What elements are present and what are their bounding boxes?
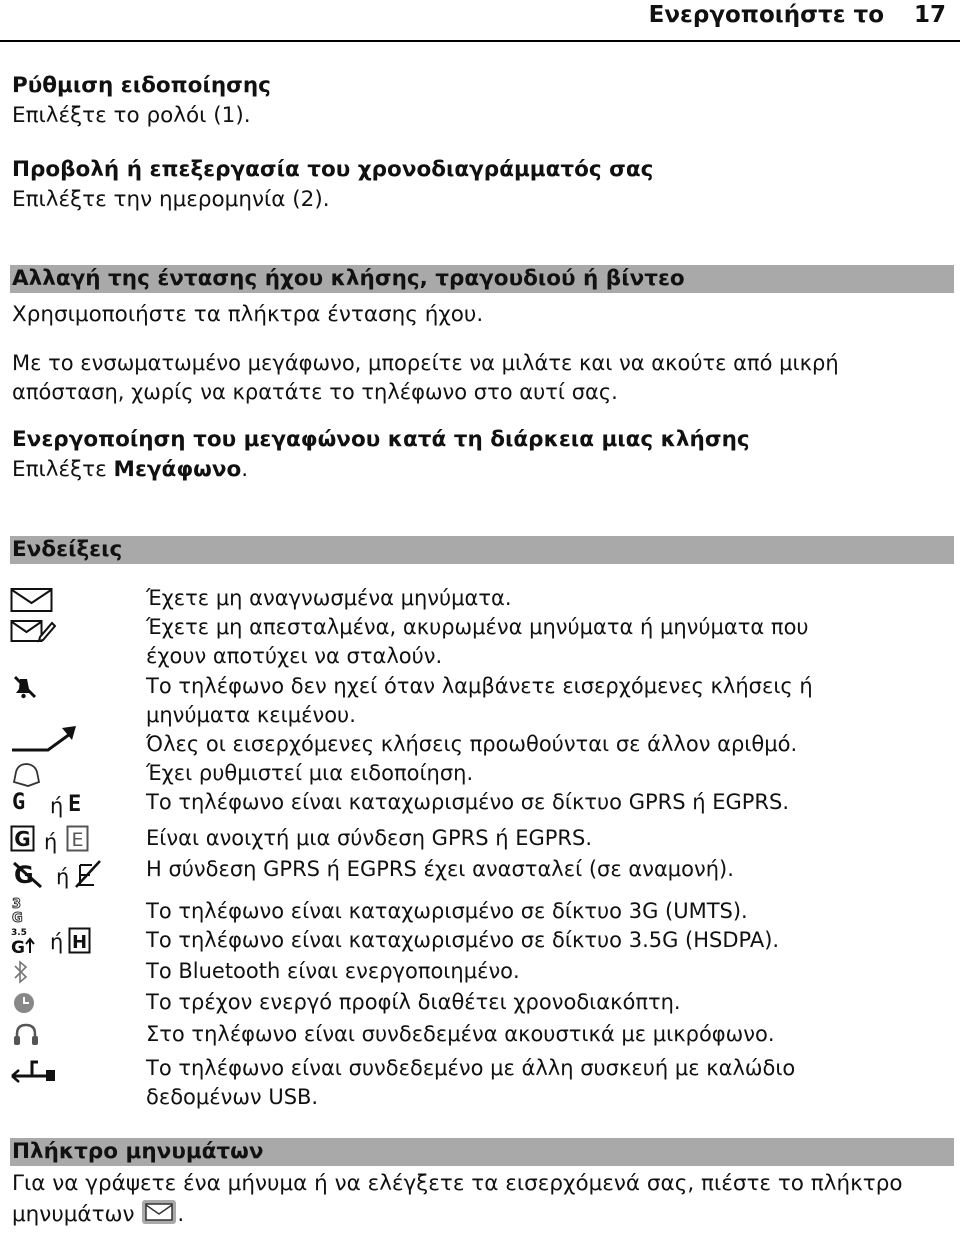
indicator-text: Είναι ανοιχτή μια σύνδεση GPRS ή EGPRS. <box>146 826 593 850</box>
speaker-text-prefix: Επιλέξτε <box>12 457 114 482</box>
svg-text:G: G <box>12 911 23 925</box>
hsdpa-h-icon <box>68 927 92 955</box>
indicator-text: Στο τηλέφωνο είναι συνδεδεμένα ακουστικά με μικρόφωνο. <box>146 1022 775 1046</box>
indicator-text: Το τηλέφωνο είναι καταχωρισμένο σε δίκτυο 3.5G (HSDPA). <box>146 928 780 952</box>
calendar-title: Προβολή ή επεξεργασία του χρονοδιαγράμματός σας <box>12 157 654 182</box>
speaker-text <box>12 455 950 485</box>
page-number: 17 <box>913 2 946 28</box>
message-key-text-body: Για να γράψετε ένα μήνυμα ή να ελέγξετε τα εισερχόμενά σας, πιέστε το πλήκτρο μηνυμάτων <box>12 1171 903 1227</box>
gprs-egprs-suspended-icon <box>10 857 44 891</box>
indicator-text: Το Bluetooth είναι ενεργοποιημένο. <box>146 959 520 983</box>
calendar-text: Επιλέξτε την ημερομηνία (2). <box>12 187 330 212</box>
egprs-active-icon <box>66 825 90 853</box>
indicator-text: Το τρέχον ενεργό προφίλ διαθέτει χρονοδιακόπτη. <box>146 990 681 1014</box>
message-key-text <box>12 1169 942 1234</box>
indicator-text: Το τηλέφωνο είναι καταχωρισμένο σε δίκτυο GPRS ή EGPRS. <box>146 790 790 814</box>
indicator-text: Όλες οι εισερχόμενες κλήσεις προωθούνται σε άλλον αριθμό. <box>146 732 798 756</box>
speaker-text-suffix: . <box>241 457 249 482</box>
silent-bell-icon <box>12 674 38 700</box>
alarm-section <box>12 71 950 131</box>
speaker-option: Μεγάφωνο <box>113 457 242 482</box>
message-key-envelope-icon <box>141 1199 177 1234</box>
usb-icon <box>10 1056 56 1084</box>
indicator-text: Το τηλέφωνο είναι καταχωρισμένο σε δίκτυο 3G (UMTS). <box>146 899 748 923</box>
volume-text: Χρησιμοποιήστε τα πλήκτρα έντασης ήχου. <box>12 302 484 327</box>
page-header <box>0 0 960 42</box>
or-label: ή <box>50 930 64 954</box>
message-key-text-end: . <box>177 1202 185 1227</box>
svg-text:H: H <box>71 932 88 953</box>
call-forward-arrow-icon <box>10 724 80 758</box>
calendar-section <box>12 155 950 215</box>
alarm-text: Επιλέξτε το ρολόι (1). <box>12 103 251 128</box>
svg-text:G: G <box>14 861 34 889</box>
3g-icon <box>10 895 30 925</box>
gprs-egprs-icon: G <box>12 790 26 815</box>
speaker-title: Ενεργοποίηση του μεγαφώνου κατά τη διάρκεια μιας κλήσης <box>12 427 750 452</box>
egprs-suspended-icon <box>74 857 104 891</box>
volume-section-bar: Αλλαγή της έντασης ήχου κλήσης, τραγουδιού ή βίντεο <box>10 265 954 293</box>
gprs-egprs-active-icon <box>10 825 36 853</box>
indicator-text: Έχετε μη απεσταλμένα, ακυρωμένα μηνύματα ή μηνύματα που έχουν αποτύχει να σταλούν. <box>146 615 809 668</box>
indicator-text: Έχετε μη αναγνωσμένα μηνύματα. <box>146 586 512 610</box>
svg-text:G: G <box>11 938 25 956</box>
indicator-text: Το τηλέφωνο είναι συνδεδεμένο με άλλη συσκευή με καλώδιο δεδομένων USB. <box>146 1056 796 1109</box>
header-title: Ενεργοποιήστε το <box>648 2 884 28</box>
indicator-text: Έχει ρυθμιστεί μια ειδοποίηση. <box>146 761 474 785</box>
indicator-text: Το τηλέφωνο δεν ηχεί όταν λαμβάνετε εισερχόμενες κλήσεις ή μηνύματα κειμένου. <box>146 674 813 727</box>
message-key-section-bar: Πλήκτρο μηνυμάτων <box>10 1138 954 1166</box>
timer-icon <box>12 990 38 1016</box>
envelope-pencil-icon <box>10 617 56 645</box>
speaker-section <box>12 425 950 485</box>
or-label: ή <box>44 830 58 854</box>
indicator-text: Η σύνδεση GPRS ή EGPRS έχει ανασταλεί (σε αναμονή). <box>146 857 734 881</box>
svg-text:3.5: 3.5 <box>11 928 27 938</box>
or-label: ή <box>50 794 64 818</box>
svg-text:G: G <box>14 827 31 851</box>
speaker-paragraph: Με το ενσωματωμένο μεγάφωνο, μπορείτε να μιλάτε και να ακούτε από μικρή απόσταση, χωρίς να κρατάτε το τηλέφωνο στο αυτί σας. <box>12 351 839 404</box>
svg-text:3: 3 <box>12 897 22 912</box>
alarm-bell-icon <box>10 760 42 788</box>
headset-icon <box>12 1021 40 1049</box>
hsdpa-icon <box>10 926 40 956</box>
or-label: ή <box>56 865 70 889</box>
bluetooth-icon <box>12 958 30 986</box>
indicators-section-bar: Ενδείξεις <box>10 536 954 564</box>
envelope-icon <box>10 586 54 614</box>
svg-text:E: E <box>71 829 84 851</box>
alarm-title: Ρύθμιση ειδοποίησης <box>12 73 271 98</box>
egprs-icon: E <box>68 792 82 817</box>
